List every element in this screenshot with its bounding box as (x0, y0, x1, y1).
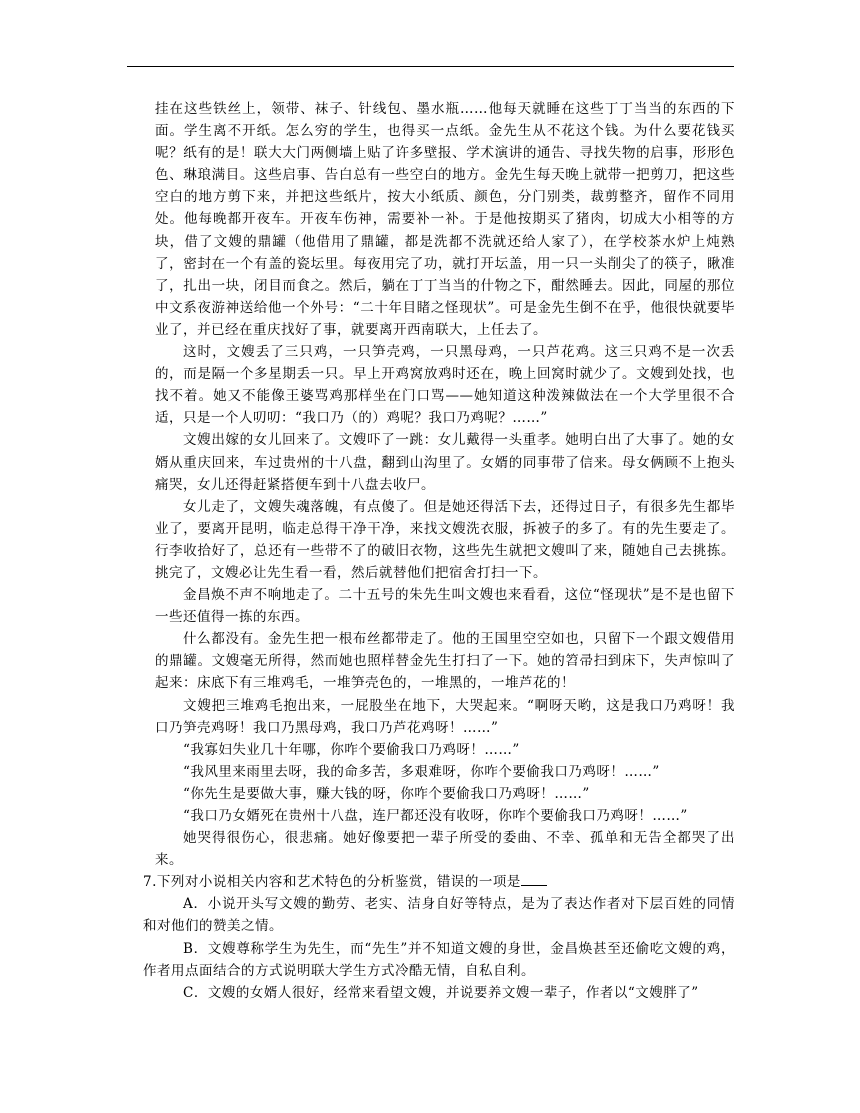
paragraph: 这时，文嫂丢了三只鸡，一只笋壳鸡，一只黑母鸡，一只芦花鸡。这三只鸡不是一次丢的，而是隔一个多星期丢一只。早上开鸡窝放鸡时还在，晚上回窝时就少了。文嫂到处找，也找不着。她又不能像王婆骂鸡那样坐在门口骂——她知道这种泼辣做法在一个大学里很不合适，只是一个人叨叨：“我口乃（的）鸡呢？我口乃鸡呢？……” (155, 344, 735, 427)
option-a: A．小说开头写文嫂的勤劳、老实、洁身自好等特点，是为了表达作者对下层百姓的同情和对他们的赞美之情。 (143, 896, 735, 935)
paragraph: 女儿走了，文嫂失魂落魄，有点傻了。但是她还得活下去，还得过日子，有很多先生都毕业了，要离开昆明，临走总得干净干净，来找文嫂洗衣服，拆被子的多了。有的先生要走了。行李收拾好了，总还有一些带不了的破旧衣物，这些先生就把文嫂叫了来，随她自己去挑拣。挑完了，文嫂必让先生看一看，然后就替他们把宿舍打扫一下。 (155, 498, 735, 581)
paragraph-continued: 挂在这些铁丝上，领带、袜子、针线包、墨水瓶……他每天就睡在这些丁丁当当的东西的下面。学生离不开纸。怎么穷的学生，也得买一点纸。金先生从不花这个钱。为什么要花钱买呢？纸有的是！联大大门两侧墙上贴了许多壁报、学术演讲的通告、寻找失物的启事，形形色色、琳琅满目。这些启事、告白总有一些空白的地方。金先生每天晚上就带一把剪刀，把这些空白的地方剪下来，并把这些纸片，按大小纸质、颜色，分门别类，裁剪整齐，留作不同用处。他每晚都开夜车。开夜车伤神，需要补一补。于是他按期买了猪肉，切成大小相等的方块，借了文嫂的鼎罐（他借用了鼎罐，都是洗都不洗就还给人家了），在学校茶水炉上炖熟了，密封在一个有盖的瓷坛里。每夜用完了功，就打开坛盖，用一只一头削尖了的筷子，瞅准了，扎出一块，闭目而食之。然后，躺在丁丁当当的什物之下，酣然睡去。因此，同屋的那位中文系夜游神送给他一个外号：“二十年目睹之怪现状”。可是金先生倒不在乎，他很快就要毕业了，并已经在重庆找好了事，就要离开西南联大，上任去了。 (155, 101, 735, 338)
paragraph: 她哭得很伤心，很悲痛。她好像要把一辈子所受的委曲、不幸、孤单和无告全都哭了出来。 (155, 830, 735, 869)
paragraph: 金昌焕不声不响地走了。二十五号的朱先生叫文嫂也来看看，这位“怪现状”是不是也留下一些还值得一拣的东西。 (155, 587, 735, 626)
option-b: B．文嫂尊称学生为先生，而“先生”并不知道文嫂的身世，金昌焕甚至还偷吃文嫂的鸡，作者用点面结合的方式说明联大学生方式冷酷无情，自私自利。 (143, 940, 735, 979)
quote-line: “我风里来雨里去呀，我的命多苦，多艰难呀，你咋个要偷我口乃鸡呀！……” (183, 763, 660, 780)
quote-line: “你先生是要做大事，赚大钱的呀，你咋个要偷我口乃鸡呀！……” (183, 785, 590, 802)
paragraph: 文嫂出嫁的女儿回来了。文嫂吓了一跳：女儿戴得一头重孝。她明白出了大事了。她的女婿从重庆回来，车过贵州的十八盘，翻到山沟里了。女婿的同事带了信来。母女俩顾不上抱头痛哭，女儿还得赶紧搭便车到十八盘去收尸。 (155, 432, 735, 493)
option-c: C．文嫂的女婿人很好，经常来看望文嫂，并说要养文嫂一辈子，作者以“文嫂胖了” (183, 984, 699, 1001)
quote-line: “我口乃女婿死在贵州十八盘，连尸都还没有收呀，你咋个要偷我口乃鸡呀！……” (183, 808, 688, 824)
header-rule (127, 66, 734, 67)
paragraph: 文嫂把三堆鸡毛抱出来，一屁股坐在地下，大哭起来。“啊呀天哟，这是我口乃鸡呀！我口乃笋壳鸡呀！我口乃黑母鸡，我口乃芦花鸡呀！……” (155, 697, 735, 736)
question-stem-text: 7.下列对小说相关内容和艺术特色的分析鉴赏，错误的一项是 (143, 874, 521, 891)
paragraph: 什么都没有。金先生把一根布丝都带走了。他的王国里空空如也，只留下一个跟文嫂借用的鼎罐。文嫂毫无所得，然而她也照样替金先生打扫了一下。她的笤帚扫到床下，失声惊叫了起来：床底下有三堆鸡毛，一堆笋壳色的，一堆黑的，一堆芦花的！ (155, 631, 735, 692)
question-stem (143, 871, 735, 893)
article-body (143, 98, 735, 1004)
answer-blank[interactable] (521, 873, 547, 886)
quote-line: “我寡妇失业几十年哪，你咋个要偷我口乃鸡呀！……” (183, 741, 520, 758)
